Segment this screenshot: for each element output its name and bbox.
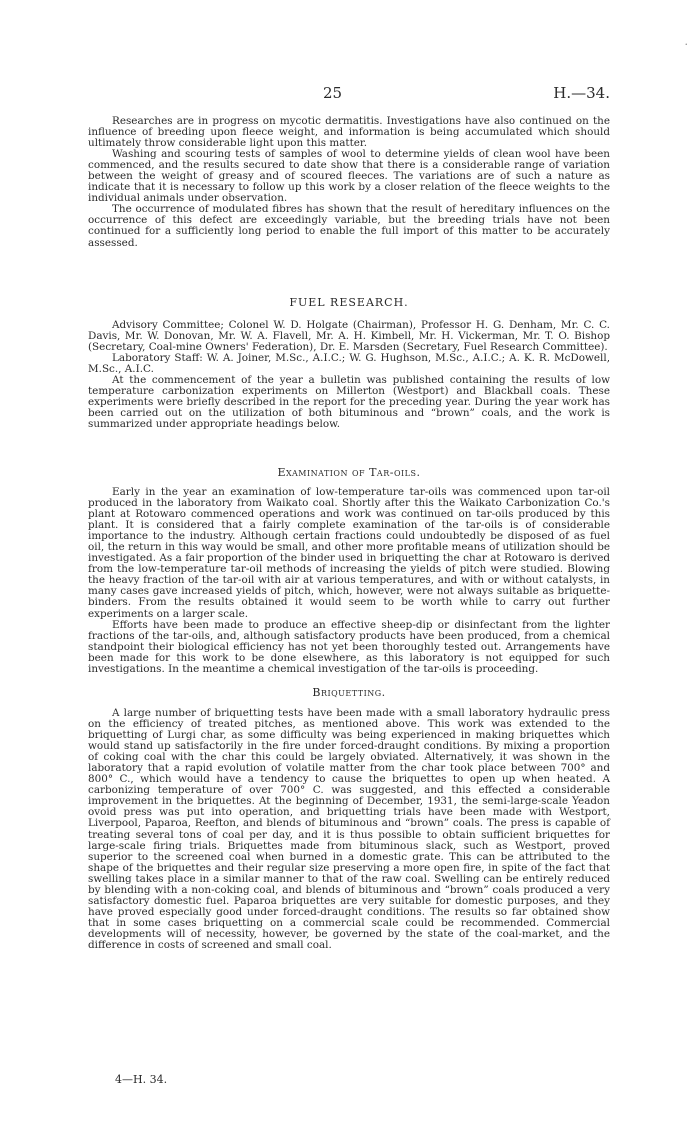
paragraph: Laboratory Staff: W. A. Joiner, M.Sc., A.I.C.; W. G. Hughson, M.Sc., A.I.C.; A. K. R. McDowell, M.Sc., A.I.C. [88,352,610,376]
paragraph: Early in the year an examination of low-temperature tar-oils was commenced upon tar-oil produced in the laboratory from Waikato coal. Shortly after this the Waikato Carbonization Co.'s plant at Rotowaro commenced operations and work was continued on tar-oils produced by this plant. It is considered that a fairly complete examination of the tar-oils is of considerable importance to the industry. Although certain fractions could undoubtedly be disposed of as fuel oil, the return in this way would be small, and other more profitable means of utilization should be investigated. As a fair proportion of the binder used in briquetting the char at Rotowaro is derived from the low-temperature tar-oil methods of increasing the yields of pitch were studied. Blowing the heavy fraction of the tar-oil with air at various temperatures, and with or without catalysts, in many cases gave increased yields of pitch, which, however, were not always suitable as briquette-binders. From the results obtained it would seem to be worth while to carry out further experiments on a larger scale. [88,486,610,620]
paragraph: Advisory Committee; Colonel W. D. Holgate (Chairman), Professor H. G. Denham, Mr. C. C. Davis, Mr. W. Donovan, Mr. W. A. Flavell, Mr. A. H. Kimbell, Mr. H. Vickerman, Mr. T. O. Bishop (Secretary, Coal-mine Owners' Federation), Dr. E. Marsden (Secretary, Fuel Research Committee). [88,319,610,354]
paragraph: A large number of briquetting tests have been made with a small laboratory hydraulic press on the efficiency of treated pitches, as mentioned above. This work was extended to the briquetting of Lurgi char, as some difficulty was being experienced in making briquettes which would stand up satisfactorily in the fire under forced-draught conditions. By mixing a proportion of coking coal with the char this could be largely obviated. Alternatively, it was shown in the laboratory that a rapid evolution of volatile matter from the char took place between 700° and 800° C., which would have a tendency to cause the briquettes to open up when heated. A carbonizing temperature of over 700° C. was suggested, and this effected a considerable improvement in the briquettes. At the beginning of December, 1931, the semi-large-scale Yeadon ovoid press was put into operation, and briquetting trials have been made with Westport, Liverpool, Paparoa, Reefton, and blends of bituminous and “brown” coals. The press is capable of treating several tons of coal per day, and it is thus possible to obtain sufficient briquettes for large-scale firing trials. Briquettes made from bituminous slack, such as Westport, proved superior to the screened coal when burned in a domestic grate. This can be attributed to the shape of the briquettes and their regular size preserving a more open fire, in spite of the fact that swelling takes place in a similar manner to that of the raw coal. Swelling can be entirely reduced by blending with a non-coking coal, and blends of bituminous and “brown” coals produced a very satisfactory domestic fuel. Paparoa briquettes are very suitable for domestic purposes, and they have proved especially good under forced-draught conditions. The results so far obtained show that in some cases briquetting on a commercial scale could be recommended. Commercial developments will of necessity, however, be governed by the state of the coal-market, and the difference in costs of screened and small coal. [88,707,610,951]
briquetting-section [88,708,610,951]
paragraph: Washing and scouring tests of samples of wool to determine yields of clean wool have been commenced, and the results secured to date show that there is a considerable range of variation between the weight of greasy and of scoured fleeces. The variations are of such a nature as indicate that it is necessary to follow up this work by a closer relation of the fleece weights to the individual animals under observation. [88,148,610,205]
section-title-fuel-research: FUEL RESEARCH. [289,296,409,309]
paragraph: Efforts have been made to produce an effective sheep-dip or disinfectant from the lighter fractions of the tar-oils, and, although satisfactory products have been produced, from a chemical standpoint their biological efficiency has not yet been thoroughly tested out. Arrangements have been made for this work to be done elsewhere, as this laboratory is not equipped for such investigations. In the meantime a chemical investigation of the tar-oils is proceeding. [88,618,610,675]
page-number: 25 [323,84,343,102]
paper-reference: H.—34. [553,84,610,102]
footer-signature: 4—H. 34. [115,1073,168,1086]
paragraph: Researches are in progress on mycotic dermatitis. Investigations have also continued on the influence of breeding upon fleece weight, and information is being accumulated which should ultimately throw considerable light upon this matter. [88,115,610,150]
page-header [88,84,610,102]
fuel-research-section [88,320,610,430]
tar-oils-section [88,487,610,675]
paragraph: The occurrence of modulated fibres has shown that the result of hereditary influences on the occurrence of this defect are exceedingly variable, but the breeding trials have not been continued for a sufficiently long period to enable the full import of this matter to be accurately assessed. [88,203,610,249]
paragraph: At the commencement of the year a bulletin was published containing the results of low temperature carbonization experiments on Millerton (Westport) and Blackball coals. These experiments were briefly described in the report for the preceding year. During the year work has been carried out on the utilization of both bituminous and “brown” coals, and the work is summarized under appropriate headings below. [88,374,610,431]
intro-section [88,116,610,249]
subsection-title-tar-oils: Examination of Tar-oils. [277,466,421,479]
subsection-title-briquetting: Briquetting. [312,686,386,699]
corner-mark: · [684,38,688,51]
